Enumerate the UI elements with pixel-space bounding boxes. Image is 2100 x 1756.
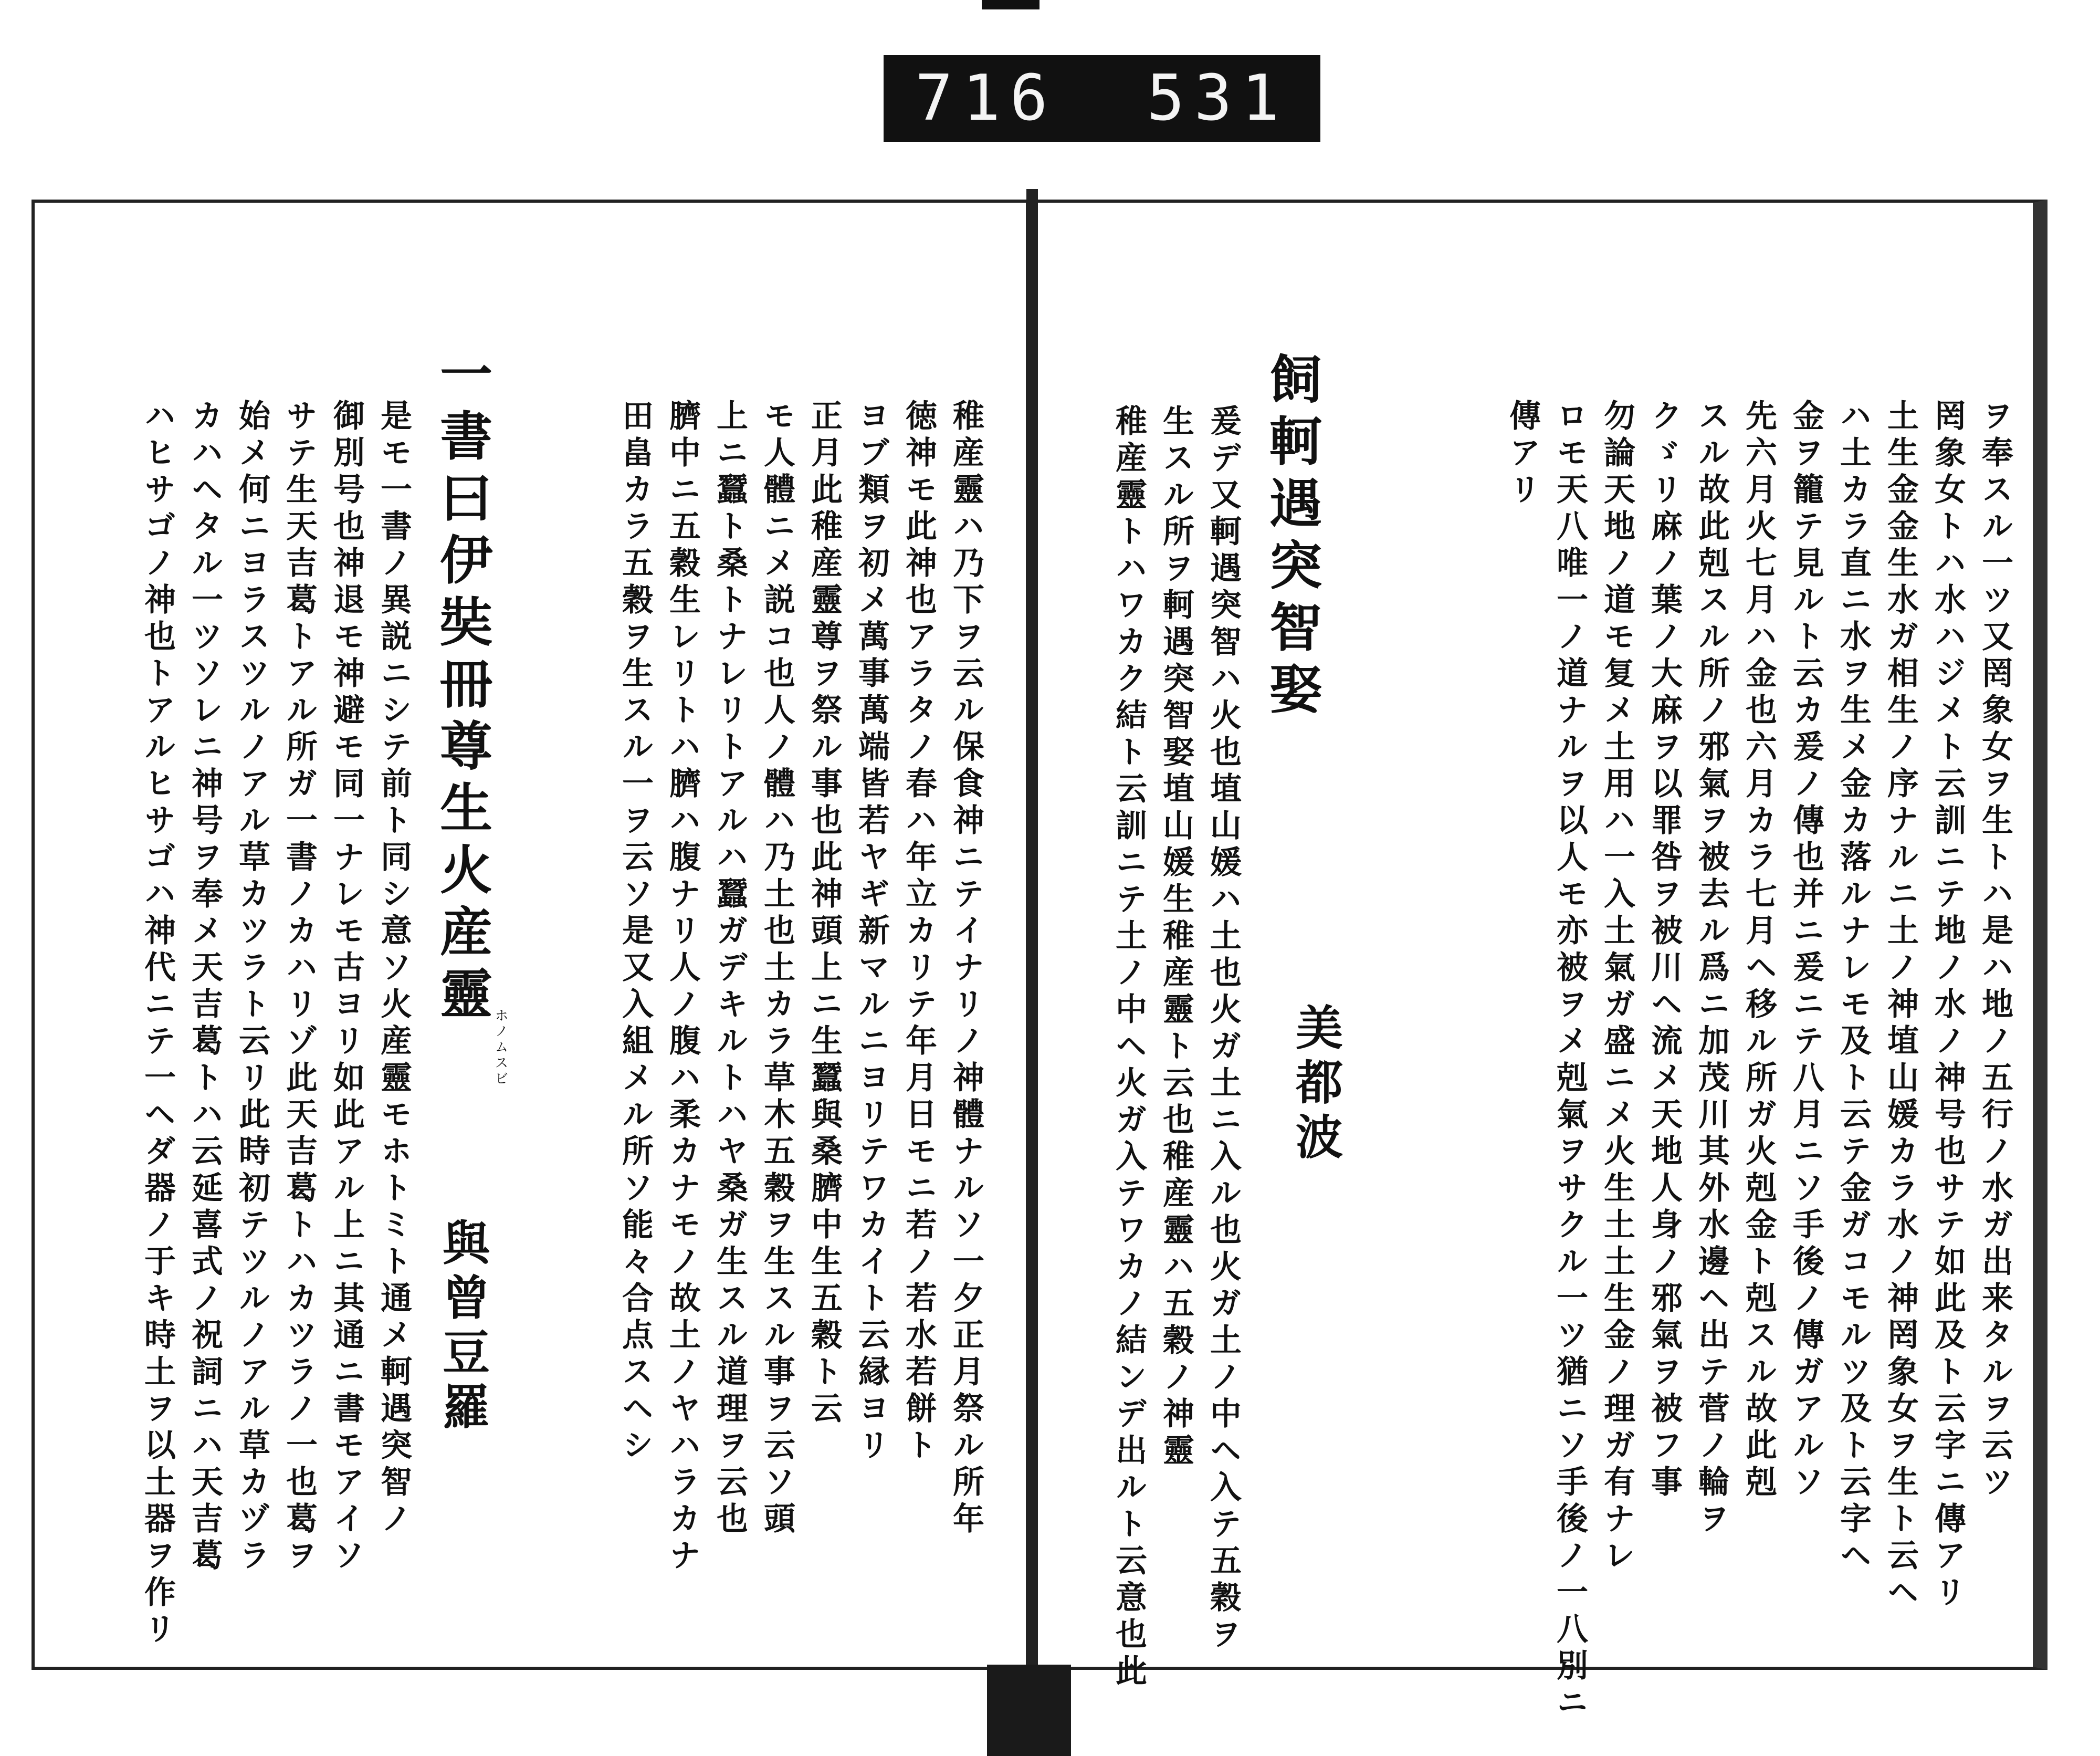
- right-page-column: 傳アリ: [1504, 399, 1541, 509]
- right-page-column: 罔象女トハ水ハジメト云訓ニテ地ノ水ノ神号也サテ如此及ト云字ニ傳アリ: [1929, 399, 1966, 1612]
- right-page-column: ロモ天八唯一ノ道ナルヲ以人モ亦被ヲメ剋氣ヲサクル一ツ猶ニソ手後ノ一八別ニ: [1551, 399, 1588, 1722]
- left-page-heading: 一書曰伊奘冊尊生火産靈: [431, 347, 493, 1028]
- right-page-column: スル故此剋スル所ノ邪氣ヲ被去ル爲ニ加茂川其外水邊ヘ出テ菅ノ輪ヲ: [1693, 399, 1730, 1539]
- right-page-column: 金ヲ籠テ見ルト云カ爰ノ傳也并ニ爰ニテ八月ニソ手後ノ傳ガアルソ: [1788, 399, 1824, 1502]
- book-gutter: [1026, 189, 1038, 1680]
- scan-label-left-number: 716: [915, 62, 1057, 135]
- right-page-column: 稚産靈トハワカク結ト云訓ニテ土ノ中ヘ火ガ入テワカノ結ンデ出ルト云意也此: [1110, 404, 1147, 1691]
- left-page-column: 臍中ニ五穀生レリトハ臍ハ腹ナリ人ノ腹ハ柔カナモノ故土ノヤハラカナ: [664, 399, 701, 1575]
- left-page-column: 是モ一書ノ異説ニシテ前ト同シ意ソ火産靈モホトミト通メ軻遇突智ノ: [375, 399, 412, 1539]
- left-page-column: 御別号也神退モ神避モ同一ナレモ古ヨリ如此アル上ニ其通ニ書モアイソ: [328, 399, 365, 1575]
- binding-mark: [982, 0, 1040, 9]
- left-page-column: モ人體ニメ説コ也人ノ體ハ乃土也土カラ草木五穀ヲ生スル事ヲ云ソ頭: [759, 399, 795, 1539]
- scan-label: [884, 55, 1320, 142]
- left-page-column: 始メ何ニヨラスツルノアル草カツラト云リ此時初テツルノアル草カヅラ: [234, 399, 270, 1575]
- left-page-heading-sub: 與曾豆羅: [434, 1218, 490, 1437]
- right-page-column: 土生金金生水ガ相生ノ序ナルニ土ノ神埴山媛カラ水ノ神罔象女ヲ生ト云ヘ: [1882, 399, 1919, 1612]
- book-gutter-shadow: [987, 1665, 1071, 1756]
- right-page-heading-sub: 美都波: [1287, 1003, 1343, 1167]
- left-page-column: サテ生天吉葛トアル所ガ一書ノカハリゾ此天吉葛トハカツラノ一也葛ヲ: [281, 399, 318, 1575]
- right-page-column: ハ土カラ直ニ水ヲ生メ金カ落ルナレモ及ト云テ金ガコモルツ及ト云字ヘ: [1835, 399, 1872, 1575]
- scan-label-right-number: 531: [1147, 62, 1289, 135]
- left-page-column: 田畠カラ五穀ヲ生スル一ヲ云ソ是又入組メル所ソ能々合点スヘシ: [617, 399, 654, 1465]
- right-page-column: クゞリ麻ノ葉ノ大麻ヲ以罪咎ヲ被川ヘ流メ天地人身ノ邪氣ヲ被フ事: [1646, 399, 1683, 1502]
- right-page-heading: 飼軻遇突智娶: [1261, 352, 1322, 724]
- right-page-column: 先六月火七月ハ金也六月カラ七月ヘ移ル所ガ火剋金ト剋スル故此剋: [1740, 399, 1777, 1502]
- right-page-column: 生スル所ヲ軻遇突智娶埴山媛生稚産靈ト云也稚産靈ハ五穀ノ神靈: [1158, 404, 1194, 1470]
- left-page-heading-ruby: ホノムスビ: [492, 1008, 508, 1087]
- left-page-column: 徳神モ此神也アラタノ春ハ年立カリテ年月日モニ若ノ若水若餅ト: [900, 399, 937, 1465]
- right-page-column: 爰デ又軻遇突智ハ火也埴山媛ハ土也火ガ土ニ入ル也火ガ土ノ中ヘ入テ五穀ヲ: [1205, 404, 1242, 1654]
- left-page-column: 正月此稚産靈尊ヲ祭ル事也此神頭上ニ生蠶與桑臍中生五穀ト云: [806, 399, 843, 1428]
- left-page-column: ヨブ類ヲ初メ萬事萬端皆若ヤギ新マルニヨリテワカイト云縁ヨリ: [853, 399, 890, 1465]
- left-page-column: カハヘタル一ツソレニ神号ヲ奉メ天吉葛トハ云延喜式ノ祝詞ニハ天吉葛: [186, 399, 223, 1575]
- left-page-column: 上ニ蠶ト桑トナレリトアルハ蠶ガデキルトハヤ桑ガ生スル道理ヲ云也: [711, 399, 748, 1539]
- left-page-column: ハヒサゴノ神也トアルヒサゴハ神代ニテ一ヘダ器ノ于キ時土ヲ以土器ヲ作リ: [139, 399, 176, 1649]
- right-page-column: 勿論天地ノ道モ复メ土用ハ一入土氣ガ盛ニメ火生土土生金ノ理ガ有ナレ: [1599, 399, 1635, 1575]
- left-page-column: 稚産靈ハ乃下ヲ云ル保食神ニテイナリノ神體ナルソ一夕正月祭ル所年: [948, 399, 984, 1539]
- right-page-column: ヲ奉スル一ツ又罔象女ヲ生トハ是ハ地ノ五行ノ水ガ出来タルヲ云ツ: [1977, 399, 2013, 1502]
